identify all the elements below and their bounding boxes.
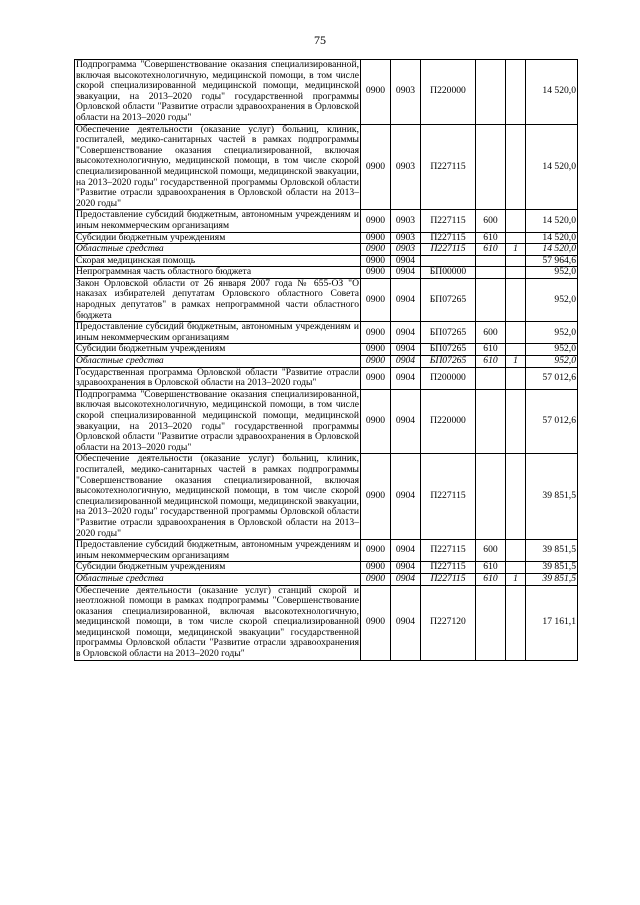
row-section-code: 0904 <box>391 344 421 356</box>
row-amount: 39 851,5 <box>526 562 578 574</box>
row-target-code: П227115 <box>421 124 476 210</box>
row-expense-type-code <box>476 278 506 321</box>
table-row <box>75 585 578 660</box>
row-target-code <box>421 255 476 267</box>
row-admin-code: 0900 <box>361 540 391 562</box>
row-source-code: 1 <box>506 244 526 256</box>
table-row <box>75 60 578 125</box>
row-target-code: П227115 <box>421 562 476 574</box>
row-target-code: П200000 <box>421 367 476 389</box>
table-row <box>75 540 578 562</box>
row-admin-code: 0900 <box>361 454 391 540</box>
row-name: Обеспечение деятельности (оказание услуг) станций скорой и неотложной помощи в рамках подпрограммы "Совершенствование оказания специализированной, включая высокотехнологичную, медицинской помощи, в том числе скорой специализированной медицинской помощи, медицинской эвакуации" государственной программы Орловской области "Развитие отрасли здравоохранения в Орловской области на 2013–2020 годы" <box>76 584 359 660</box>
table-row <box>75 255 578 267</box>
row-section-code: 0903 <box>391 232 421 244</box>
row-name: Субсидии бюджетным учреждениям <box>75 562 361 574</box>
row-amount: 57 012,6 <box>526 367 578 389</box>
row-expense-type-code <box>476 60 506 125</box>
row-expense-type-code <box>476 124 506 210</box>
row-amount: 14 520,0 <box>526 232 578 244</box>
row-expense-type-code <box>476 454 506 540</box>
row-amount: 17 161,1 <box>526 585 578 660</box>
row-amount: 14 520,0 <box>526 210 578 232</box>
row-admin-code: 0900 <box>361 244 391 256</box>
table-row <box>75 210 578 232</box>
row-name: Предоставление субсидий бюджетным, автономным учреждениям и иным некоммерческим организациям <box>76 321 359 343</box>
row-section-code: 0904 <box>391 585 421 660</box>
row-target-code: П220000 <box>421 389 476 454</box>
row-amount: 14 520,0 <box>526 244 578 256</box>
row-source-code <box>506 562 526 574</box>
row-section-code: 0904 <box>391 267 421 279</box>
row-name: Подпрограмма "Совершенствование оказания специализированной, включая высокотехнологичную, медицинской помощи, в том числе скорой специализированной медицинской помощи, медицинской эвакуации, на 2013–2020 годы" государственной программы Орловской области "Развитие отрасли здравоохранения в Орловской области на 2013–2020 годы" <box>76 59 359 123</box>
row-admin-code: 0900 <box>361 255 391 267</box>
row-amount: 57 012,6 <box>526 389 578 454</box>
row-admin-code: 0900 <box>361 356 391 368</box>
row-target-code: П227115 <box>421 540 476 562</box>
row-section-code: 0904 <box>391 573 421 585</box>
row-amount: 952,0 <box>526 344 578 356</box>
row-section-code: 0904 <box>391 562 421 574</box>
row-target-code: БП07265 <box>421 278 476 321</box>
table-row <box>75 124 578 210</box>
row-expense-type-code: 600 <box>476 210 506 232</box>
row-admin-code: 0900 <box>361 389 391 454</box>
row-source-code <box>506 322 526 344</box>
table-row <box>75 562 578 574</box>
row-section-code: 0904 <box>391 389 421 454</box>
row-name: Обеспечение деятельности (оказание услуг) больниц, клиник, госпиталей, медико-санитарных частей в рамках подпрограммы "Совершенствование оказания специализированной, включая высокотехнологичную, медицинской помощи, в том числе скорой специализированной медицинской помощи, медицинской эвакуации, на 2013–2020 годы" государственной программы Орловской области "Развитие отрасли здравоохранения в Орловской области на 2013–2020 годы" <box>76 123 359 209</box>
row-name: Подпрограмма "Совершенствование оказания специализированной, включая высокотехнологичную, медицинской помощи, в том числе скорой специализированной медицинской помощи, медицинской эвакуации, на 2013–2020 годы" государственной программы Орловской области "Развитие отрасли здравоохранения в Орловской области на 2013–2020 годы" <box>76 388 359 453</box>
row-admin-code: 0900 <box>361 210 391 232</box>
row-amount: 952,0 <box>526 278 578 321</box>
row-section-code: 0904 <box>391 356 421 368</box>
row-amount: 39 851,5 <box>526 573 578 585</box>
table-row <box>75 344 578 356</box>
row-admin-code: 0900 <box>361 267 391 279</box>
row-target-code: БП07265 <box>421 344 476 356</box>
row-expense-type-code: 610 <box>476 562 506 574</box>
row-target-code: П227115 <box>421 454 476 540</box>
row-source-code <box>506 267 526 279</box>
row-admin-code: 0900 <box>361 367 391 389</box>
row-amount: 952,0 <box>526 322 578 344</box>
row-expense-type-code: 610 <box>476 244 506 256</box>
row-expense-type-code: 610 <box>476 344 506 356</box>
row-source-code <box>506 454 526 540</box>
row-source-code <box>506 232 526 244</box>
row-section-code: 0904 <box>391 540 421 562</box>
row-expense-type-code: 600 <box>476 540 506 562</box>
row-target-code: П227115 <box>421 573 476 585</box>
table-row <box>75 278 578 321</box>
row-amount: 952,0 <box>526 267 578 279</box>
row-admin-code: 0900 <box>361 344 391 356</box>
row-target-code: П227120 <box>421 585 476 660</box>
row-section-code: 0903 <box>391 244 421 256</box>
row-target-code: БП00000 <box>421 267 476 279</box>
row-expense-type-code <box>476 255 506 267</box>
row-source-code <box>506 278 526 321</box>
row-source-code <box>506 389 526 454</box>
row-source-code <box>506 210 526 232</box>
row-amount: 39 851,5 <box>526 540 578 562</box>
row-amount: 39 851,5 <box>526 454 578 540</box>
row-expense-type-code <box>476 585 506 660</box>
row-name: Скорая медицинская помощь <box>75 255 361 267</box>
table-row <box>75 454 578 540</box>
row-expense-type-code: 610 <box>476 573 506 585</box>
row-target-code: БП07265 <box>421 322 476 344</box>
row-name: Субсидии бюджетным учреждениям <box>75 344 361 356</box>
table-row <box>75 356 578 368</box>
table-row <box>75 322 578 344</box>
row-expense-type-code <box>476 389 506 454</box>
table-row <box>75 389 578 454</box>
row-name: Государственная программа Орловской области "Развитие отрасли здравоохранения в Орловской области на 2013–2020 годы" <box>76 366 359 389</box>
row-admin-code: 0900 <box>361 60 391 125</box>
row-section-code: 0904 <box>391 322 421 344</box>
row-section-code: 0904 <box>391 278 421 321</box>
table-row <box>75 267 578 279</box>
row-expense-type-code: 610 <box>476 356 506 368</box>
row-expense-type-code <box>476 267 506 279</box>
row-name: Областные средства <box>75 573 361 585</box>
row-name: Закон Орловской области от 26 января 2007 года № 655-ОЗ "О наказах избирателей депутатам Орловского областного Совета народных депутатов" в рамках непрограммной части областного бюджета <box>76 277 359 321</box>
row-name: Непрограммная часть областного бюджета <box>75 267 361 279</box>
row-admin-code: 0900 <box>361 232 391 244</box>
row-admin-code: 0900 <box>361 562 391 574</box>
row-amount: 14 520,0 <box>526 60 578 125</box>
budget-table <box>74 59 578 661</box>
row-amount: 952,0 <box>526 356 578 368</box>
table-row <box>75 573 578 585</box>
row-target-code: БП07265 <box>421 356 476 368</box>
row-admin-code: 0900 <box>361 322 391 344</box>
row-section-code: 0903 <box>391 60 421 125</box>
row-name: Обеспечение деятельности (оказание услуг) больниц, клиник, госпиталей, медико-санитарных частей в рамках подпрограммы "Совершенствование оказания специализированной, включая высокотехнологичную, медицинской помощи, в том числе скорой специализированной медицинской помощи, медицинской эвакуации, на 2013–2020 годы" государственной программы Орловской области "Развитие отрасли здравоохранения в Орловской области на 2013–2020 годы" <box>76 453 359 539</box>
row-source-code <box>506 60 526 125</box>
row-name: Предоставление субсидий бюджетным, автономным учреждениям и иным некоммерческим организациям <box>76 209 359 231</box>
row-target-code: П227115 <box>421 210 476 232</box>
row-amount: 14 520,0 <box>526 124 578 210</box>
row-expense-type-code <box>476 367 506 389</box>
row-name: Областные средства <box>75 356 361 368</box>
table-row <box>75 244 578 256</box>
row-admin-code: 0900 <box>361 124 391 210</box>
row-name: Предоставление субсидий бюджетным, автономным учреждениям и иным некоммерческим организациям <box>76 539 359 561</box>
row-section-code: 0903 <box>391 124 421 210</box>
row-admin-code: 0900 <box>361 585 391 660</box>
row-source-code <box>506 344 526 356</box>
row-source-code <box>506 124 526 210</box>
row-source-code: 1 <box>506 356 526 368</box>
row-source-code <box>506 585 526 660</box>
row-amount: 57 964,6 <box>526 255 578 267</box>
table-row <box>75 232 578 244</box>
row-section-code: 0903 <box>391 210 421 232</box>
row-admin-code: 0900 <box>361 573 391 585</box>
row-target-code: П220000 <box>421 60 476 125</box>
row-section-code: 0904 <box>391 454 421 540</box>
row-target-code: П227115 <box>421 232 476 244</box>
row-name: Субсидии бюджетным учреждениям <box>75 232 361 244</box>
page-number: 75 <box>314 33 326 47</box>
row-target-code: П227115 <box>421 244 476 256</box>
row-expense-type-code: 600 <box>476 322 506 344</box>
table-row <box>75 367 578 389</box>
row-source-code: 1 <box>506 573 526 585</box>
row-expense-type-code: 610 <box>476 232 506 244</box>
row-source-code <box>506 367 526 389</box>
row-section-code: 0904 <box>391 367 421 389</box>
row-section-code: 0904 <box>391 255 421 267</box>
row-admin-code: 0900 <box>361 278 391 321</box>
row-source-code <box>506 540 526 562</box>
row-name: Областные средства <box>75 244 361 256</box>
row-source-code <box>506 255 526 267</box>
